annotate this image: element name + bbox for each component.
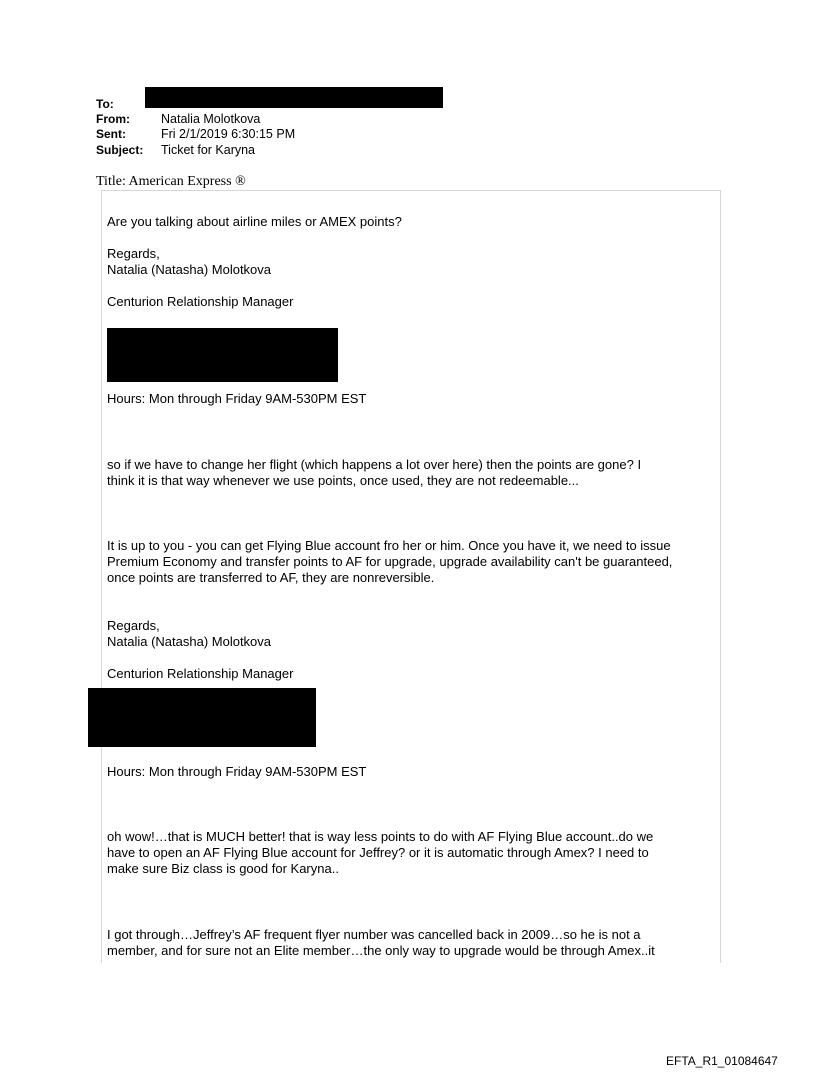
message-paragraph-4-line-1: oh wow!…that is MUCH better! that is way less points to do with AF Flying Blue account..do we — [107, 829, 654, 844]
message-paragraph-3-line-1: It is up to you - you can get Flying Blue account fro her or him. Once you have it, we need to issue — [107, 538, 671, 553]
message-paragraph-1: Are you talking about airline miles or AMEX points? — [107, 214, 402, 229]
signature-1-name: Natalia (Natasha) Molotkova — [107, 262, 272, 277]
message-paragraph-5-line-1: I got through…Jeffrey’s AF frequent flyer number was cancelled back in 2009…so he is not a — [107, 927, 641, 942]
message-paragraph-4-line-2: have to open an AF Flying Blue account for Jeffrey? or it is automatic through Amex? I need to — [107, 845, 649, 860]
message-paragraph-2-line-2: think it is that way whenever we use points, once used, they are not redeemable... — [107, 473, 579, 488]
message-paragraph-2-line-1: so if we have to change her flight (which happens a lot over here) then the points are gone? I — [107, 457, 642, 472]
subject-label: Subject: — [96, 143, 144, 157]
message-paragraph-3-line-3: once points are transferred to AF, they are nonreversible. — [107, 570, 435, 585]
signature-1-hours: Hours: Mon through Friday 9AM-530PM EST — [107, 391, 367, 406]
from-value: Natalia Molotkova — [161, 112, 261, 126]
subject-value: Ticket for Karyna — [161, 143, 256, 157]
signature-1-title: Centurion Relationship Manager — [107, 294, 294, 309]
redaction-to — [145, 87, 443, 108]
signature-2-hours: Hours: Mon through Friday 9AM-530PM EST — [107, 764, 367, 779]
sent-value: Fri 2/1/2019 6:30:15 PM — [161, 127, 296, 141]
signature-2-title: Centurion Relationship Manager — [107, 666, 294, 681]
message-paragraph-5-line-2: member, and for sure not an Elite member…the only way to upgrade would be through Amex..it — [107, 943, 655, 958]
signature-2-name: Natalia (Natasha) Molotkova — [107, 634, 272, 649]
message-paragraph-4-line-3: make sure Biz class is good for Karyna.. — [107, 861, 339, 876]
title-line: Title: American Express ® — [96, 174, 246, 189]
message-paragraph-3-line-2: Premium Economy and transfer points to AF for upgrade, upgrade availability can't be guaranteed, — [107, 554, 673, 569]
sent-label: Sent: — [96, 127, 126, 141]
signature-2-regards: Regards, — [107, 618, 160, 633]
from-label: From: — [96, 112, 130, 126]
to-label: To: — [96, 97, 114, 111]
redaction-signature-1 — [107, 328, 338, 382]
signature-1-regards: Regards, — [107, 246, 160, 261]
document-id-footer: EFTA_R1_01084647 — [666, 1054, 778, 1068]
redaction-signature-2 — [88, 688, 316, 747]
